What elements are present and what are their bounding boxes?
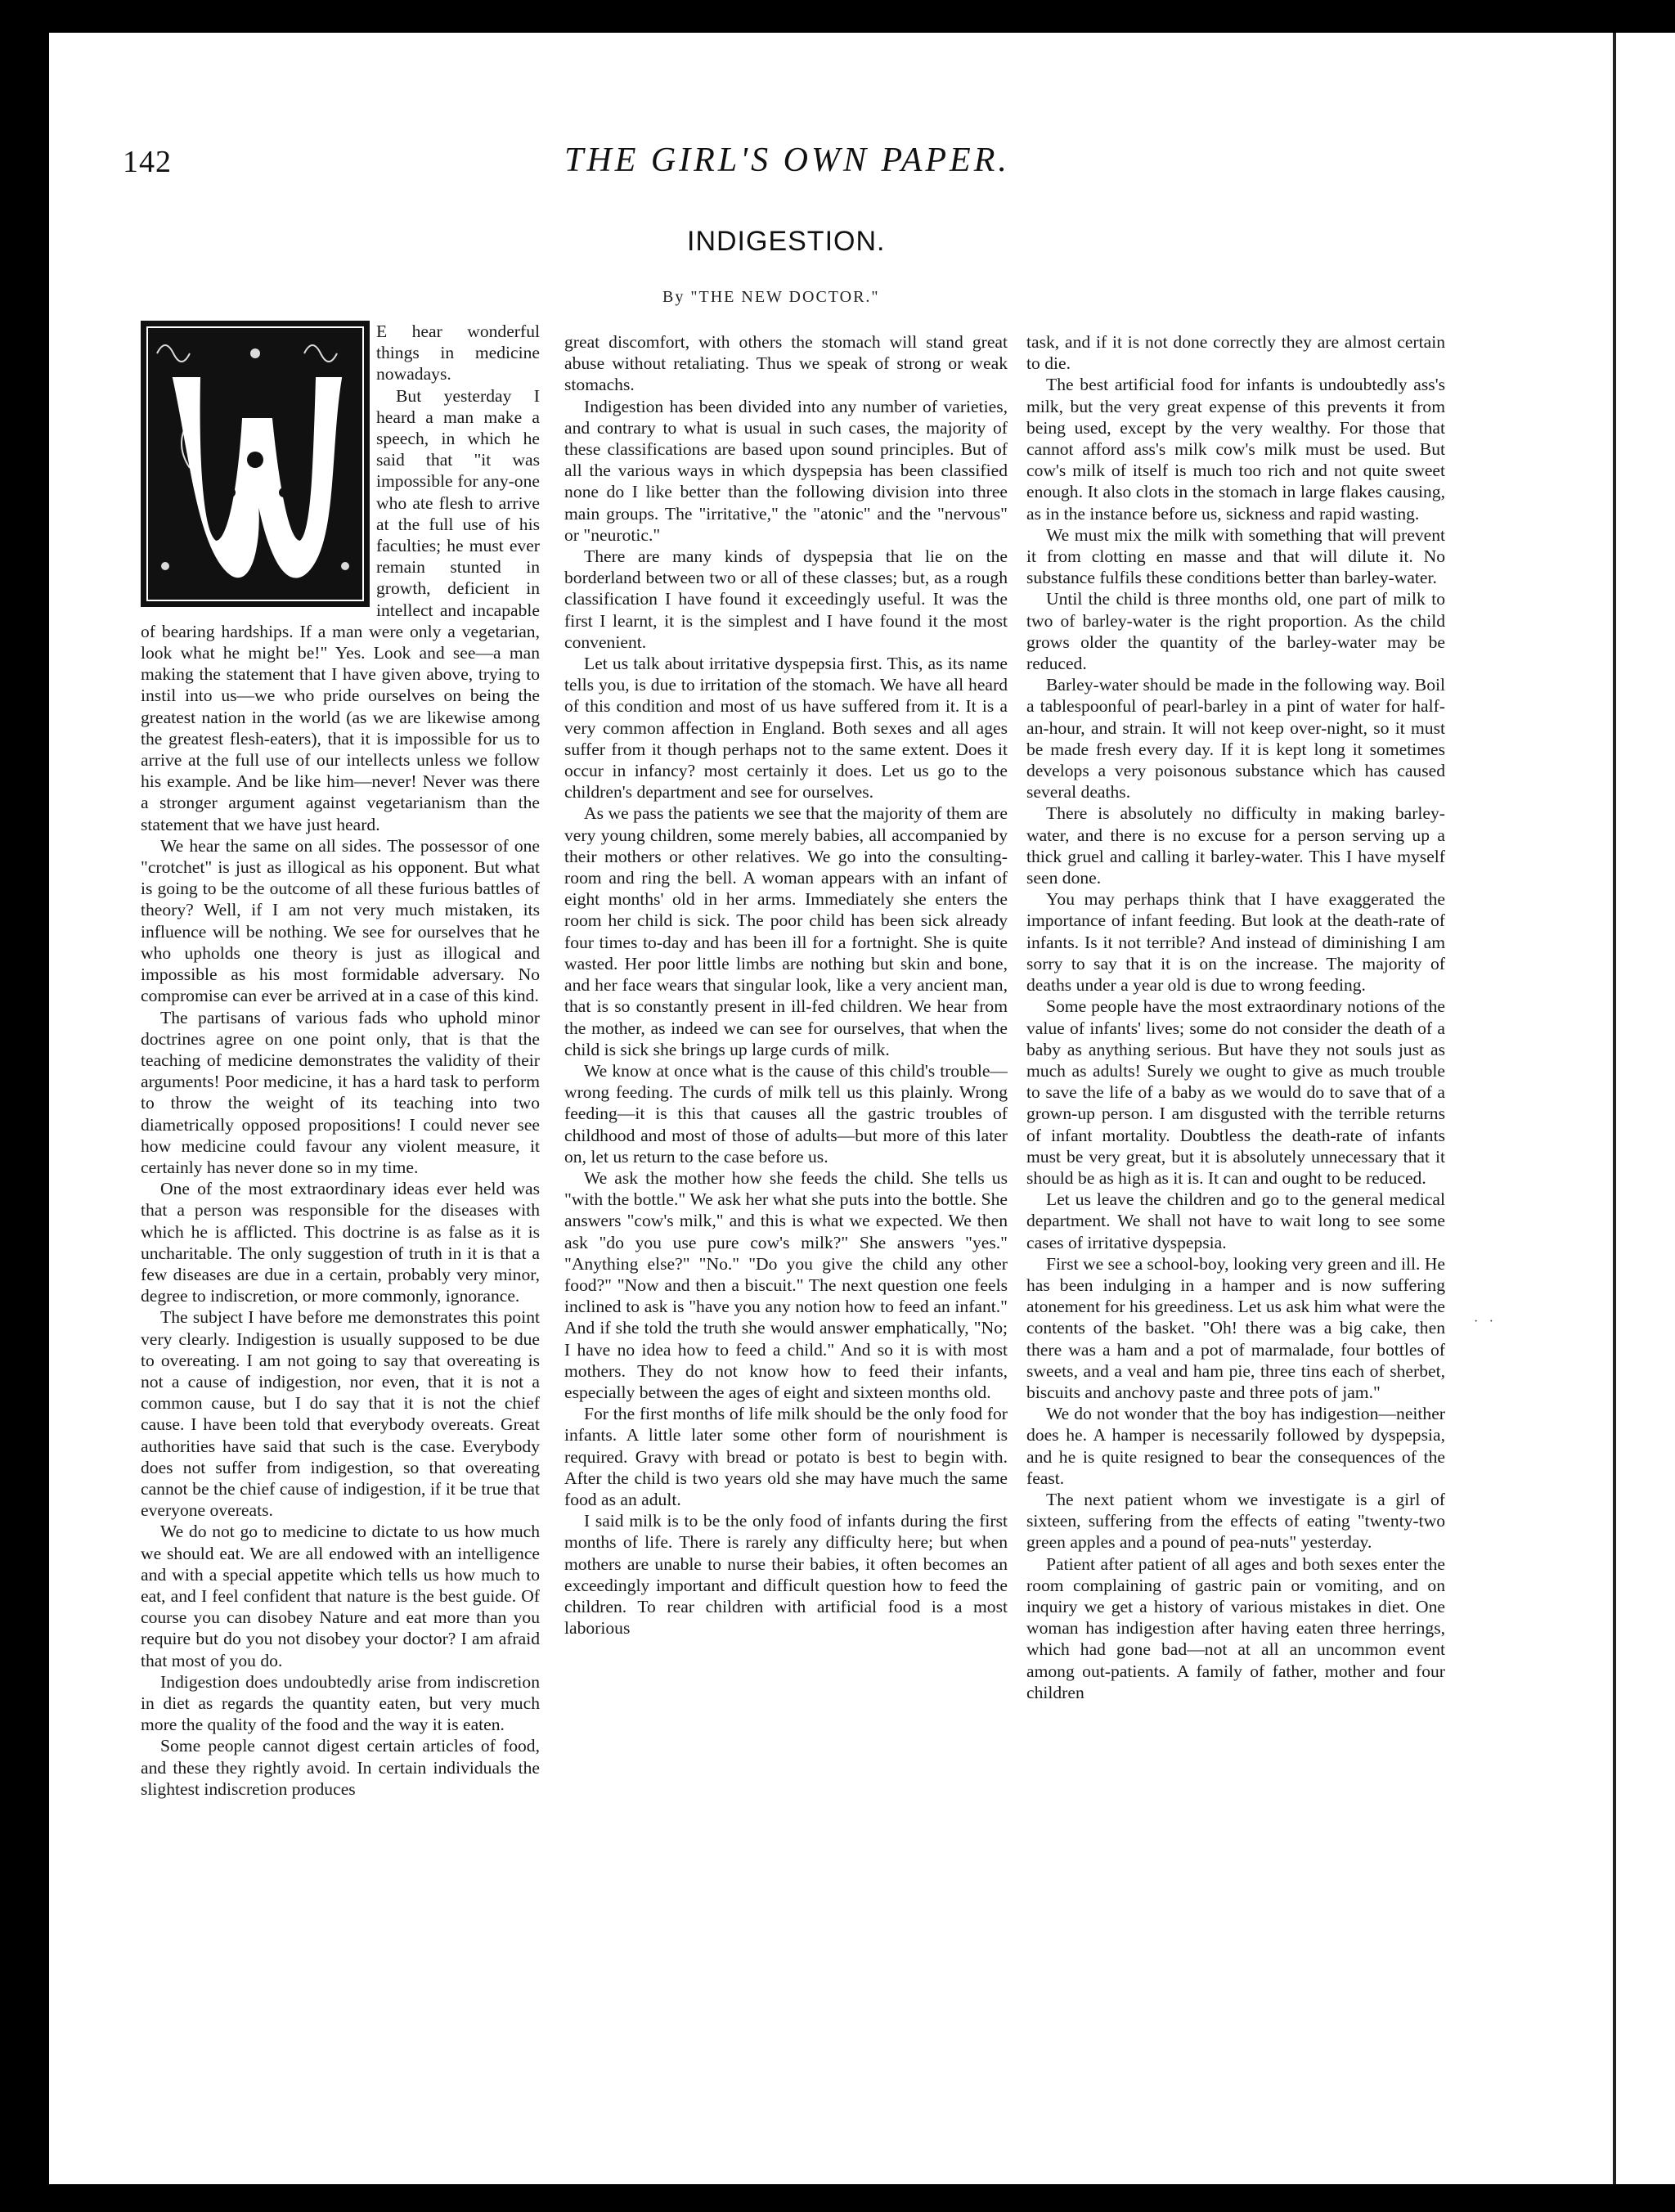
paragraph: We know at once what is the cause of this child's trouble—wrong feeding. The curds of milk tell us this plainly. Wrong feeding—it is this that causes all the gastric troubles of childhood and most of those of adults—but more of this later on, let us return to the case before us.	[564, 1060, 1008, 1167]
paragraph: Some people have the most extraordinary notions of the value of infants' lives; some do not consider the death of a baby as anything serious. But have they not souls just as much as adults! Surely we ought to give as much trouble to save the life of a baby as we would do to save that of a grown-up person. I am disgusted with the terrible returns of infant mortality. Doubtless the death-rate of infants must be very great, but it is absolutely unnecessary that it should be as high as it is. It can and ought to be reduced.	[1026, 996, 1445, 1188]
column-1	[141, 321, 540, 2067]
dropcap-w-image	[141, 321, 370, 607]
paragraph: Barley-water should be made in the following way. Boil a tablespoonful of pearl-barley in a pint of water for half-an-hour, and strain. It will not keep over-night, so it must be made fresh every day. If it is kept long it sometimes develops a very poisonous substance which has caused several deaths.	[1026, 675, 1445, 803]
paragraph: I said milk is to be the only food of infants during the first months of life. There is rarely any difficulty here; but when mothers are unable to nurse their babies, it often becomes an exceedingly important and difficult question how to feed the children. To rear children with artificial food is a most laborious	[564, 1511, 1008, 1639]
paragraph: The best artificial food for infants is undoubtedly ass's milk, but the very great expense of this prevents it from being used, except by the very wealthy. For those that cannot afford ass's milk cow's milk must be used. But cow's milk of itself is much too rich and not quite sweet enough. It also clots in the stomach in large flakes causing, as in the instance before us, sickness and rapid wasting.	[1026, 375, 1445, 524]
paragraph: As we pass the patients we see that the majority of them are very young children, some merely babies, all accompanied by their mothers or other relatives. We go into the consulting-room and ring the bell. A woman appears with an infant of eight months' old in her arms. Immediately she enters the room her child is sick. The poor child has been sick already four times to-day and has been ill for a fortnight. She is quite wasted. Her poor little limbs are nothing but skin and bone, and her face wears that singular look, like a very ancient man, that is so constantly present in ill-fed children. We hear from the mother, as indeed we can see for ourselves, that when the child is sick she brings up large curds of milk.	[564, 803, 1008, 1059]
byline: By "THE NEW DOCTOR."	[662, 288, 880, 306]
article-title: INDIGESTION.	[687, 226, 886, 257]
paragraph: task, and if it is not done correctly they are almost certain to die.	[1026, 332, 1445, 374]
paragraph: We hear the same on all sides. The possessor of one "crotchet" is just as illogical as his opponent. But what is going to be the outcome of all these furious battles of theory? Well, if I am not very much mistaken, its influence will be nothing. We see for ourselves that he who upholds one theory is just as illogical and impossible as his most formidable adversary. No compromise can ever be arrived at in a case of this kind.	[141, 835, 540, 1006]
margin-speck: · ·	[1474, 1315, 1498, 1329]
paragraph: Indigestion has been divided into any number of varieties, and contrary to what is usual in such cases, the majority of these classifications are based upon sound principles. But of all the various ways in which dyspepsia has been classified none do I like better than the following division into three main groups. The "irritative," the "atonic" and the "nervous" or "neurotic."	[564, 396, 1008, 545]
paragraph: One of the most extraordinary ideas ever held was that a person was responsible for the diseases with which he is afflicted. This doctrine is as false as it is uncharitable. The only suggestion of truth in it is that a few diseases are due in a certain, probably very minor, degree to indiscretion, or more commonly, ignorance.	[141, 1179, 540, 1306]
paragraph: There is absolutely no difficulty in making barley-water, and there is no excuse for a person serving up a thick gruel and calling it barley-water. This I have myself seen done.	[1026, 803, 1445, 888]
paragraph: great discomfort, with others the stomach will stand great abuse without retaliating. Thus we speak of strong or weak stomachs.	[564, 332, 1008, 395]
paragraph: Some people cannot digest certain articles of food, and these they rightly avoid. In certain individuals the slightest indiscretion produces	[141, 1736, 540, 1799]
column-2	[564, 331, 1008, 2057]
paragraph: Patient after patient of all ages and both sexes enter the room complaining of gastric pain or vomiting, and on inquiry we get a history of various mistakes in diet. One woman has indigestion after having eaten three herrings, which had gone bad—not at all an uncommon event among out-patients. A family of father, mother and four children	[1026, 1553, 1445, 1702]
paragraph: For the first months of life milk should be the only food for infants. A little later some other form of nourishment is required. Gravy with bread or potato is best to begin with. After the child is two years old she may have much the same food as an adult.	[564, 1404, 1008, 1509]
ornamental-dropcap	[141, 321, 370, 607]
paragraph: We do not wonder that the boy has indigestion—neither does he. A hamper is necessarily followed by dyspepsia, and he is quite resigned to bear the consequences of the feast.	[1026, 1404, 1445, 1488]
paragraph: We ask the mother how she feeds the child. She tells us "with the bottle." We ask her what she puts into the bottle. She answers "cow's milk," and this is what we expected. We then ask "do you use pure cow's milk?" She answers "yes." "Anything else?" "No." "Do you give the child any other food?" "Now and then a biscuit." The next question one feels inclined to ask is "have you any notion how to feed an infant." And if she told the truth she would answer emphatically, "No; I have no idea how to feed a child." And so it is with most mothers. They do not know how to feed their infants, especially between the ages of eight and sixteen months old.	[564, 1167, 1008, 1402]
paragraph: The next patient whom we investigate is a girl of sixteen, suffering from the effects of eating "twenty-two green apples and a pound of pea-nuts" yesterday.	[1026, 1489, 1445, 1553]
paragraph: There are many kinds of dyspepsia that lie on the borderland between two or all of these classes; but, as a rough classification I have found it exceedingly useful. It was the first I learnt, it is the simplest and I have found it the most convenient.	[564, 546, 1008, 652]
running-head: THE GIRL'S OWN PAPER.	[564, 142, 1010, 179]
paragraph: We do not go to medicine to dictate to us how much we should eat. We are all endowed with an intelligence and with a special appetite which tells us how much to eat, and I feel confident that nature is the best guide. Of course you can disobey Nature and eat more than you require but do you not disobey your doctor? I am afraid that most of you do.	[141, 1522, 540, 1670]
paragraph: Let us talk about irritative dyspepsia first. This, as its name tells you, is due to irritation of the stomach. We have all heard of this condition and most of us have suffered from it. It is a very common affection in England. Both sexes and all ages suffer from it though perhaps not to the same extent. Does it occur in infancy? most certainly it does. Let us go to the children's department and see for ourselves.	[564, 654, 1008, 803]
next-page-edge	[1613, 33, 1675, 2184]
paragraph: You may perhaps think that I have exaggerated the importance of infant feeding. But look at the death-rate of infants. Is it not terrible? And instead of diminishing I am sorry to say that it is on the increase. The majority of deaths under a year old is due to wrong feeding.	[1026, 889, 1445, 996]
page-number: 142	[123, 145, 172, 179]
paragraph: The partisans of various fads who uphold minor doctrines agree on one point only, that is that the teaching of medicine demonstrates the validity of their arguments! Poor medicine, it has a hard task to perform to throw the weight of its teaching into two diametrically opposed propositions! I could never see how medicine could favour any violent measure, it certainly has never done so in my time.	[141, 1007, 540, 1177]
paragraph: We must mix the milk with something that will prevent it from clotting en masse and that will dilute it. No substance fulfils these conditions better than barley-water.	[1026, 524, 1445, 588]
paragraph: First we see a school-boy, looking very green and ill. He has been indulging in a hamper and is now suffering atonement for his greediness. Let us ask him what were the contents of the basket. "Oh! there was a big cake, then there was a ham and a pot of marmalade, four bottles of sweets, and a veal and ham pie, three tins each of sherbet, biscuits and anchovy paste and three pots of jam."	[1026, 1253, 1445, 1402]
paragraph: Let us leave the children and go to the general medical department. We shall not have to wait long to see some cases of irritative dyspepsia.	[1026, 1189, 1445, 1252]
paragraph: E hear wonderful things in medicine nowadays.	[376, 321, 540, 384]
paragraph: Until the child is three months old, one part of milk to two of barley-water is the right proportion. As the child grows older the quantity of the barley-water may be reduced.	[1026, 589, 1445, 674]
paragraph: Indigestion does undoubtedly arise from indiscretion in diet as regards the quantity eaten, but very much more the quality of the food and the way it is eaten.	[141, 1671, 540, 1735]
column-3	[1026, 331, 1445, 2070]
paragraph: The subject I have before me demonstrates this point very clearly. Indigestion is usually supposed to be due to overeating. I am not going to say that overeating is not a cause of indigestion, nor even, that it is not a common cause, but I do say that it is not the chief cause. I have been told that everybody overeats. Great authorities have said that such is the case. Everybody does not suffer from indigestion, so that overeating cannot be the chief cause of indigestion, if it be true that everyone overeats.	[141, 1307, 540, 1521]
paragraph: But yesterday I heard a man make a speech, in which he said that "it was impossible for any-one who ate flesh to arrive at the full use of his faculties; he must ever remain stunted in growth, deficient in intellect and incapable of bearing hardships. If a man were only a vegetarian, look what he might be!" Yes. Look and see—a man making the statement that I have given above, trying to instil into us—we who pride ourselves on being the greatest nation in the world (as we are likewise among the greatest flesh-eaters), that it is impossible for us to arrive at the full use of our intellects unless we follow his example. And be like him—never! Never was there a stronger argument against vegetarianism than the statement that we have just heard.	[141, 385, 540, 834]
